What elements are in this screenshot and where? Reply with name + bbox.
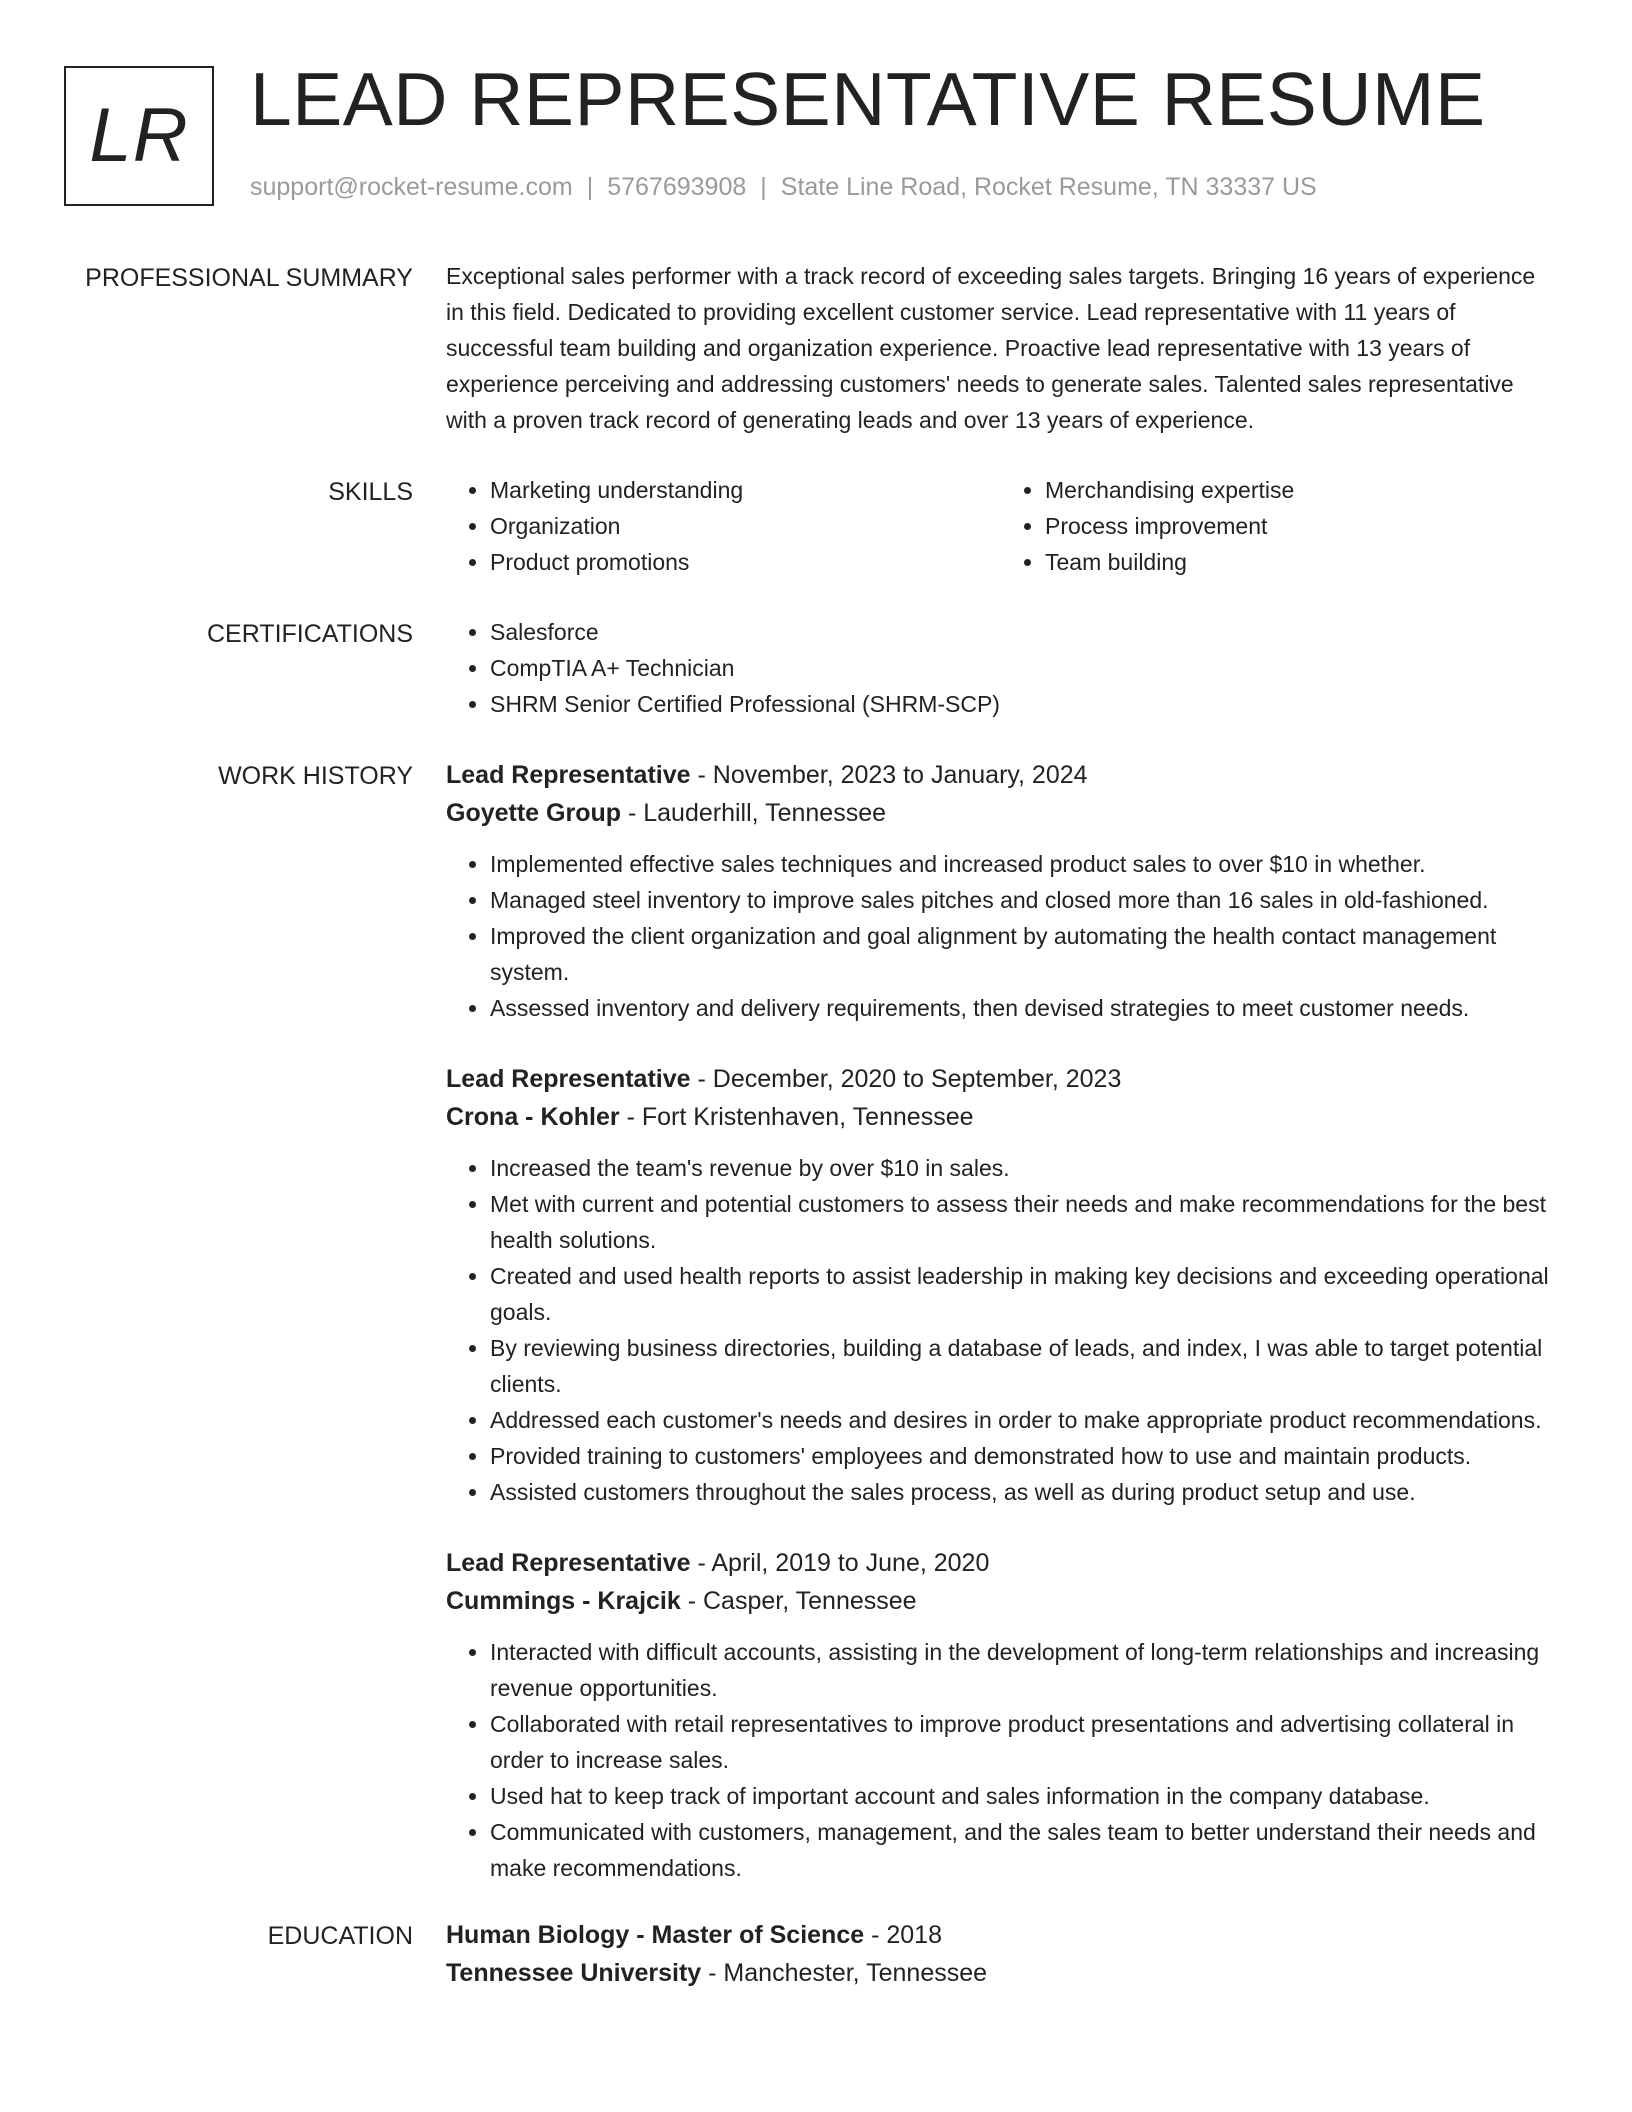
job-bullet: • Met with current and potential customers to assess their needs and make recommendations for the best health solutions. <box>490 1186 1556 1258</box>
skills-column-right <box>1001 472 1556 580</box>
skill-item: • Marketing understanding <box>490 472 1001 508</box>
job-company: Crona - Kohler <box>446 1103 620 1131</box>
job-dates: - December, 2020 to September, 2023 <box>690 1065 1122 1093</box>
job-location: - Fort Kristenhaven, Tennessee <box>619 1103 974 1131</box>
monogram-box <box>64 66 214 206</box>
job-location: - Casper, Tennessee <box>680 1587 917 1615</box>
section-work-history <box>0 756 1632 1886</box>
job-title-line <box>446 756 1556 794</box>
job-bullets <box>446 846 1556 1026</box>
skill-item: • Organization <box>490 508 1001 544</box>
section-education <box>0 1916 1632 1992</box>
education-year: - 2018 <box>864 1921 942 1949</box>
job-company-line <box>446 794 1556 832</box>
education-school: Tennessee University <box>446 1959 702 1987</box>
section-label-summary: PROFESSIONAL SUMMARY <box>85 264 413 292</box>
job-company: Goyette Group <box>446 799 622 827</box>
job-location: - Lauderhill, Tennessee <box>621 799 887 827</box>
job-title: Lead Representative <box>446 1065 691 1093</box>
job-bullet: • Communicated with customers, management, and the sales team to better understand their needs and make recommendations. <box>490 1814 1556 1886</box>
job-bullet: • Collaborated with retail representatives to improve product presentations and advertising collateral in order to increase sales. <box>490 1706 1556 1778</box>
skill-item: • Product promotions <box>490 544 1001 580</box>
job-bullet: • Increased the team's revenue by over $10 in sales. <box>490 1150 1556 1186</box>
education-degree: Human Biology - Master of Science <box>446 1921 865 1949</box>
job-bullet: • Assessed inventory and delivery requirements, then devised strategies to meet customer needs. <box>490 990 1556 1026</box>
job-bullet: • Provided training to customers' employees and demonstrated how to use and maintain products. <box>490 1438 1556 1474</box>
certification-item: • Salesforce <box>490 614 1556 650</box>
job-title: Lead Representative <box>446 1549 691 1577</box>
certifications-list <box>446 614 1556 722</box>
contact-address: State Line Road, Rocket Resume, TN 33337 US <box>780 173 1317 201</box>
resume-content <box>0 258 1632 1992</box>
section-label-certifications: CERTIFICATIONS <box>206 620 413 648</box>
contact-separator: | <box>586 173 594 201</box>
job-bullet: • Implemented effective sales techniques and increased product sales to over $10 in whether. <box>490 846 1556 882</box>
section-summary <box>0 258 1632 438</box>
section-certifications <box>0 614 1632 722</box>
monogram-initials: LR <box>89 93 189 178</box>
certification-item: • SHRM Senior Certified Professional (SHRM-SCP) <box>490 686 1556 722</box>
job-bullets <box>446 1150 1556 1510</box>
job-bullets <box>446 1634 1556 1886</box>
summary-text: Exceptional sales performer with a track record of exceeding sales targets. Bringing 16 years of experience in this field. Dedicated to providing excellent customer service. Lead representative with 11 years of successful team building and organization experience. Proactive lead representative with 13 years of experience perceiving and addressing customers' needs to generate sales. Talented sales representative with a proven track record of generating leads and over 13 years of experience. <box>446 263 1536 433</box>
job-company-line <box>446 1098 1556 1136</box>
job-bullet: • Managed steel inventory to improve sales pitches and closed more than 16 sales in old-fashioned. <box>490 882 1556 918</box>
job-entry <box>446 756 1556 1026</box>
job-title: Lead Representative <box>446 761 691 789</box>
contact-separator: | <box>760 173 767 201</box>
certification-item: • CompTIA A+ Technician <box>490 650 1556 686</box>
section-skills <box>0 472 1632 580</box>
job-title-line <box>446 1060 1556 1098</box>
section-label-work: WORK HISTORY <box>218 762 413 790</box>
job-dates: - April, 2019 to June, 2020 <box>690 1549 990 1577</box>
contact-phone: 5767693908 <box>607 173 747 201</box>
job-entry <box>446 1544 1556 1886</box>
skills-grid <box>446 472 1556 580</box>
contact-email: support@rocket-resume.com <box>250 173 573 201</box>
resume-title: LEAD REPRESENTATIVE RESUME <box>250 57 1486 141</box>
education-degree-line <box>446 1916 1556 1954</box>
job-company: Cummings - Krajcik <box>446 1587 681 1615</box>
skill-item: • Process improvement <box>1045 508 1556 544</box>
education-location: - Manchester, Tennessee <box>701 1959 988 1987</box>
education-school-line <box>446 1954 1556 1992</box>
job-bullet: • Addressed each customer's needs and desires in order to make appropriate product recommendations. <box>490 1402 1556 1438</box>
section-label-skills: SKILLS <box>328 478 413 506</box>
job-title-line <box>446 1544 1556 1582</box>
skills-column-left <box>446 472 1001 580</box>
job-bullet: • By reviewing business directories, building a database of leads, and index, I was able to target potential clients. <box>490 1330 1556 1402</box>
skill-item: • Team building <box>1045 544 1556 580</box>
job-bullet: • Improved the client organization and goal alignment by automating the health contact management system. <box>490 918 1556 990</box>
job-bullet: • Created and used health reports to assist leadership in making key decisions and exceeding operational goals. <box>490 1258 1556 1330</box>
job-entry <box>446 1060 1556 1510</box>
job-dates: - November, 2023 to January, 2024 <box>690 761 1088 789</box>
job-bullet: • Interacted with difficult accounts, assisting in the development of long-term relationships and increasing revenue opportunities. <box>490 1634 1556 1706</box>
skill-item: • Merchandising expertise <box>1045 472 1556 508</box>
job-bullet: • Assisted customers throughout the sales process, as well as during product setup and use. <box>490 1474 1556 1510</box>
contact-line <box>250 172 1317 202</box>
job-company-line <box>446 1582 1556 1620</box>
section-label-education: EDUCATION <box>267 1922 413 1950</box>
job-bullet: • Used hat to keep track of important account and sales information in the company database. <box>490 1778 1556 1814</box>
